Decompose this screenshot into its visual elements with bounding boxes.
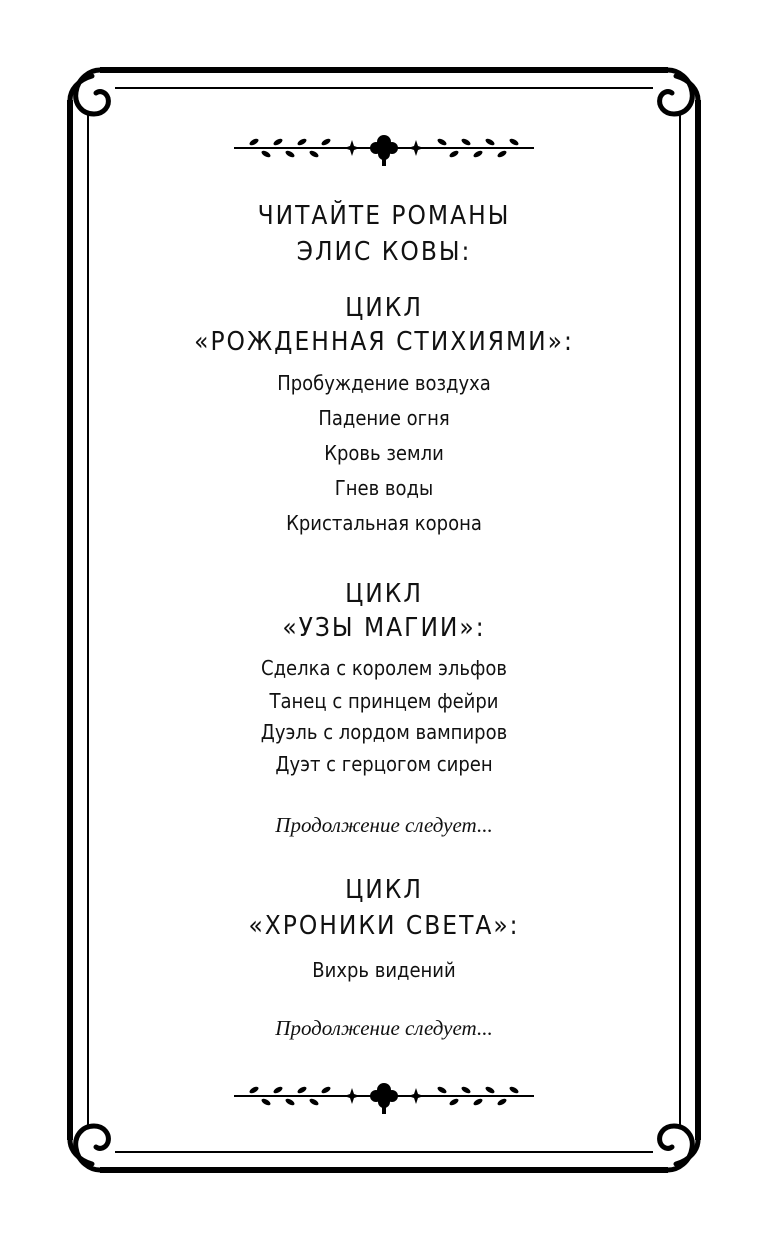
corner-ornament-top-left bbox=[70, 70, 108, 114]
series-label: ЦИКЛ bbox=[345, 293, 423, 323]
book-title: Гнев воды bbox=[334, 476, 434, 500]
star-right bbox=[408, 1088, 424, 1104]
series-label: ЦИКЛ bbox=[345, 875, 423, 905]
star-left bbox=[344, 140, 360, 156]
corner-ornament-bottom-right bbox=[660, 1126, 698, 1170]
book-title: Падение огня bbox=[318, 406, 450, 430]
star-left bbox=[344, 1088, 360, 1104]
star-right bbox=[408, 140, 424, 156]
floral-ornament-top bbox=[234, 128, 534, 168]
series-title: «РОЖДЕННАЯ СТИХИЯМИ»: bbox=[194, 327, 574, 357]
flower-center bbox=[370, 1083, 398, 1114]
book-title: Танец с принцем фейри bbox=[269, 689, 499, 713]
floral-ornament-bottom bbox=[234, 1076, 534, 1116]
book-title: Кристальная корона bbox=[286, 511, 482, 535]
book-title: Пробуждение воздуха bbox=[277, 371, 491, 395]
series-title: «ХРОНИКИ СВЕТА»: bbox=[248, 911, 520, 941]
book-title: Дуэт с герцогом сирен bbox=[275, 752, 493, 776]
corner-ornament-bottom-left bbox=[70, 1126, 108, 1170]
intro-line-2: ЭЛИС КОВЫ: bbox=[296, 237, 472, 267]
continuation-note: Продолжение следует... bbox=[275, 1016, 493, 1040]
flower-center bbox=[370, 135, 398, 166]
book-title: Кровь земли bbox=[324, 441, 444, 465]
continuation-note: Продолжение следует... bbox=[275, 813, 493, 837]
book-title: Вихрь видений bbox=[312, 958, 456, 982]
corner-ornament-top-right bbox=[660, 70, 698, 114]
book-title: Дуэль с лордом вампиров bbox=[260, 720, 508, 744]
intro-line-1: ЧИТАЙТЕ РОМАНЫ bbox=[257, 201, 511, 231]
series-title: «УЗЫ МАГИИ»: bbox=[282, 613, 486, 643]
series-label: ЦИКЛ bbox=[345, 579, 423, 609]
book-title: Сделка с королем эльфов bbox=[261, 656, 507, 680]
